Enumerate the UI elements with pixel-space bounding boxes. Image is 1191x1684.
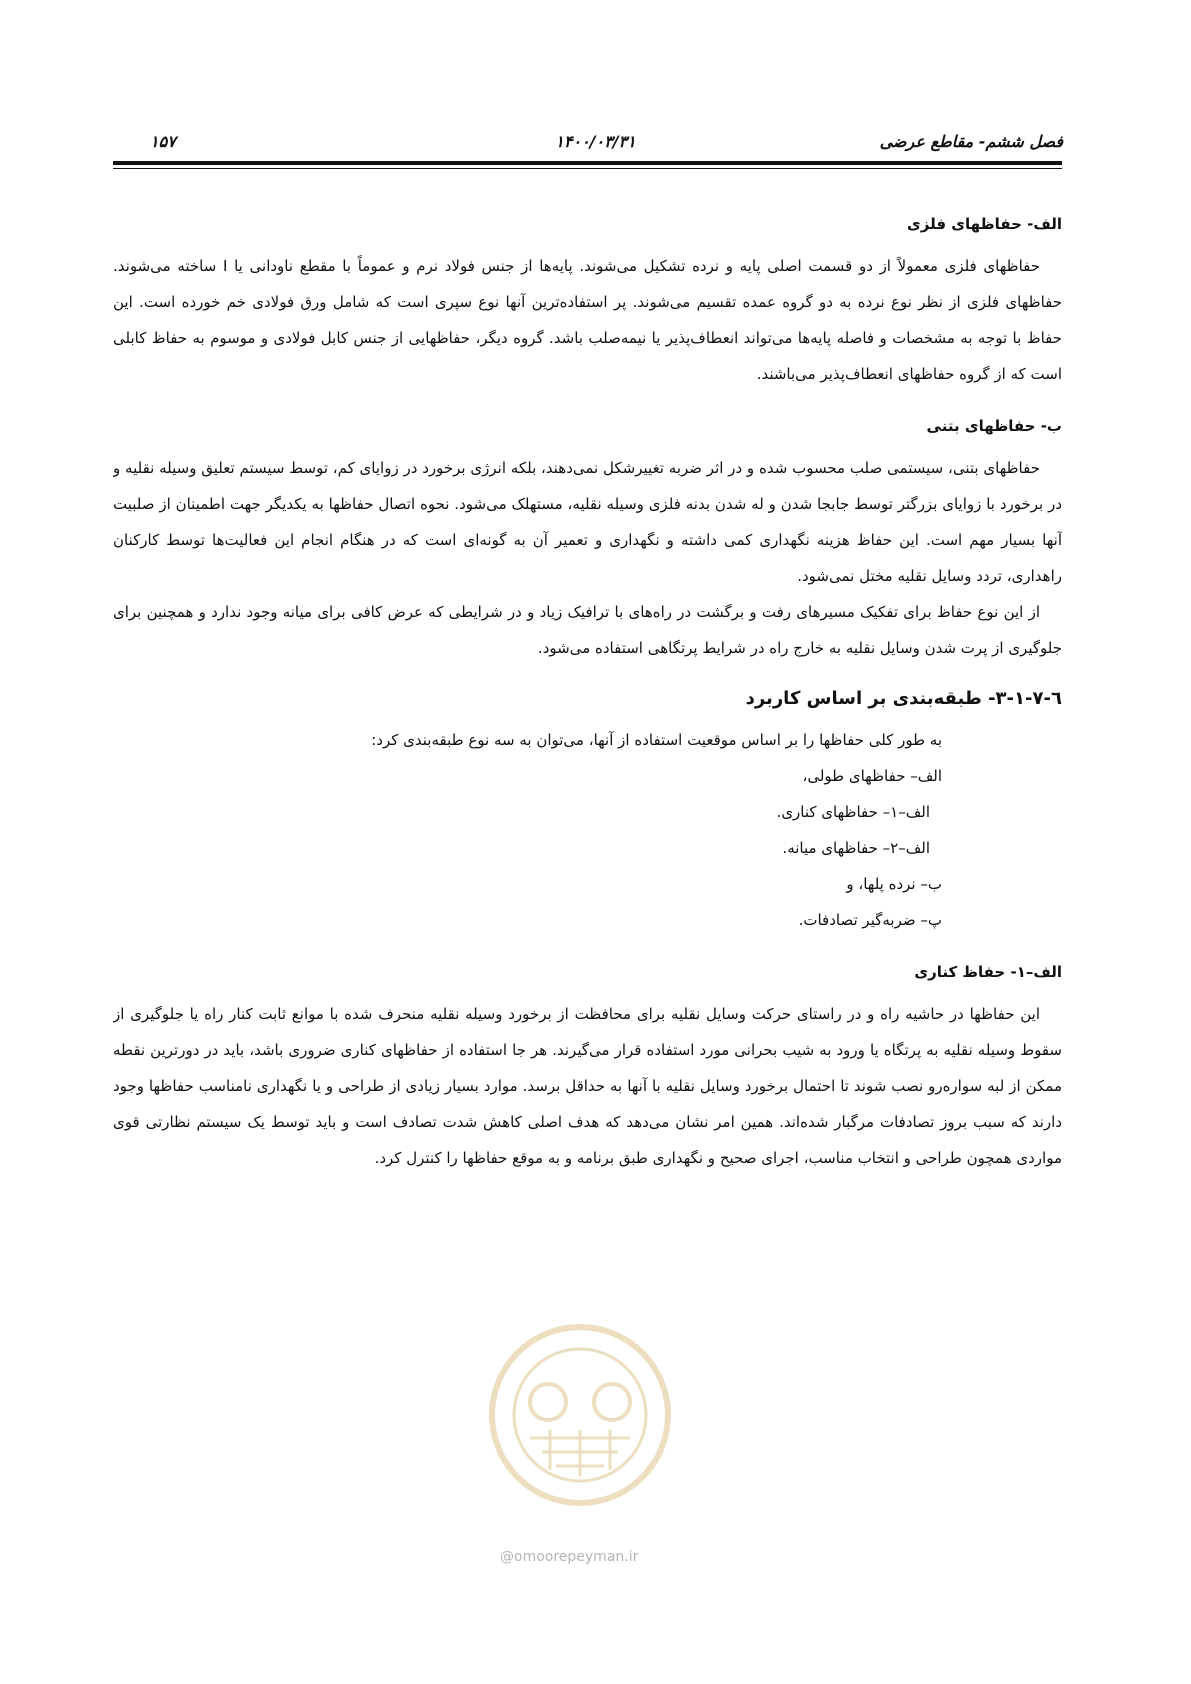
page-number: ۱۵۷	[150, 132, 176, 151]
concrete-guardrail-paragraph-1: حفاظهای بتنی، سیستمی صلب محسوب شده و در اثر ضربه تغییرشکل نمی‌دهند، بلکه انرژی برخورد در زوایای کم، توسط سیستم تعلیق وسیله نقلیه و در برخورد با زوایای بزرگتر توسط جابجا شدن و له شدن بدنه فلزی وسیله نقلیه، مستهلک می‌شود. نحوه اتصال حفاظها به یکدیگر جهت اطمینان از صلبیت آنها بسیار مهم است. این حفاظ هزینه نگهداری کمی داشته و نگهداری و تعمیر آن به گونه‌ای است که در هنگام انجام این فعالیت‌ها توسط کارکنان راهداری، تردد وسایل نقلیه مختل نمی‌شود.	[113, 459, 1062, 585]
metal-guardrail-paragraph: حفاظهای فلزی معمولاً از دو قسمت اصلی پایه و نرده تشکیل می‌شوند. پایه‌ها از جنس فولاد نرم و عموماً با مقطع ناودانی یا I ساخته می‌شوند. حفاظهای فلزی از نظر نوع نرده به دو گروه عمده تقسیم می‌شوند. پر استفاده‌ترین آنها نوع سپری است که شامل ورق فولادی خم خورده است. این حفاظ با توجه به مشخصات و فاصله پایه‌ها می‌تواند انعطاف‌پذیر یا نیمه‌صلب باشد. گروه دیگر، حفاظهایی از جنس کابل فولادی و موسوم به حفاظ کابلی است که از گروه حفاظهای انعطاف‌پذیر می‌باشند.	[113, 257, 1062, 383]
concrete-guardrail-heading: ب- حفاظهای بتنی	[926, 417, 1062, 435]
classification-intro: به طور کلی حفاظها را بر اساس موقعیت استفاده از آنها، می‌توان به سه نوع طبقه‌بندی کرد:	[371, 731, 942, 749]
side-guardrail-paragraph: این حفاظها در حاشیه راه و در راستای حرکت وسایل نقلیه برای محافظت از برخورد وسیله نقلیه منحرف شده با موانع ثابت کنار راه یا جلوگیری از سقوط وسیله نقلیه به پرتگاه یا ورود به شیب بحرانی مورد استفاده قرار می‌گیرند. هر جا استفاده از حفاظهای کناری ضروری باشد، باید در دورترین نقطه ممکن از لبه سواره‌رو نصب شوند تا احتمال برخورد وسایل نقلیه با آنها به حداقل برسد. موارد بسیار زیادی از طراحی و یا نگهداری نامناسب حفاظها وجود دارند که سبب بروز تصادفات مرگبار شده‌اند. همین امر نشان می‌دهد که هدف اصلی کاهش شدت تصادف است و باید توسط یک سیستم نظارتی قوی مواردی همچون طراحی و انتخاب مناسب، اجرای صحیح و نگهداری طبق برنامه و به موقع حفاظها را کنترل کرد.	[113, 1005, 1062, 1167]
side-guardrail-heading: الف–۱- حفاظ کناری	[914, 963, 1062, 981]
metal-guardrail-heading: الف- حفاظهای فلزی	[907, 215, 1062, 233]
chapter-title: فصل ششم- مقاطع عرضی	[879, 132, 1063, 151]
watermark-url: @omoorepeyman.ir	[500, 1549, 639, 1565]
list-item: الف–۲– حفاظهای میانه.	[782, 839, 930, 857]
list-item: الف–۱– حفاظهای کناری.	[776, 803, 930, 821]
header-date: ۱۴۰۰/۰۳/۳۱	[555, 132, 636, 151]
header-rule-thin	[113, 168, 1062, 169]
classification-section-title: ٦-٧-١-٣- طبقه‌بندی بر اساس کاربرد	[745, 688, 1062, 709]
list-item: الف– حفاظهای طولی،	[802, 767, 942, 785]
emblem-stamp-icon	[470, 1320, 690, 1510]
list-item: ب– نرده پلها، و	[846, 875, 942, 893]
classification-list	[113, 722, 1062, 938]
list-item: پ– ضربه‌گیر تصادفات.	[798, 911, 942, 929]
header-rule-thick	[113, 161, 1062, 165]
concrete-guardrail-paragraph-2: از این نوع حفاظ برای تفکیک مسیرهای رفت و برگشت در راه‌های با ترافیک زیاد و در شرایطی که عرض کافی برای میانه وجود ندارد و همچنین برای جلوگیری از پرت شدن وسایل نقلیه به خارج راه در شرایط پرتگاهی استفاده می‌شود.	[113, 603, 1062, 657]
body-content	[113, 212, 1062, 1442]
